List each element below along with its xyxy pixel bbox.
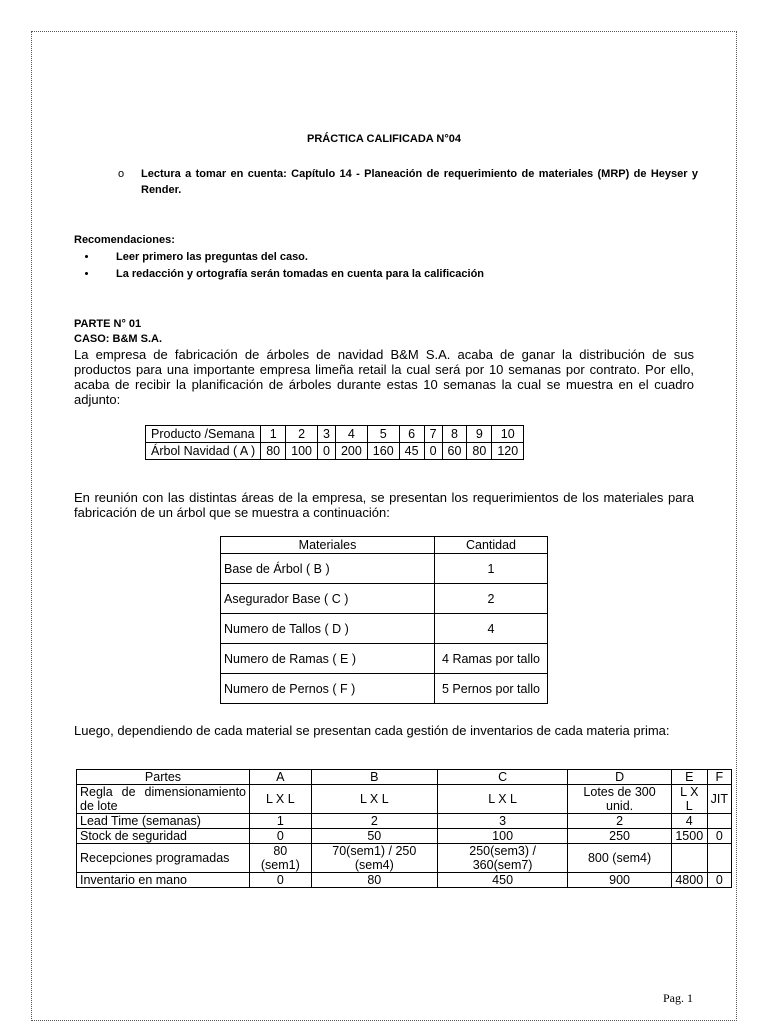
- table-cell: 5 Pernos por tallo: [435, 674, 548, 704]
- table-cell: 4800: [671, 873, 707, 888]
- table-cell: 250: [568, 829, 672, 844]
- table-header-cell: A: [250, 770, 312, 785]
- table-cell: 2: [286, 426, 318, 443]
- table-cell: Árbol Navidad ( A ): [146, 443, 261, 460]
- table-cell: Recepciones programadas: [77, 844, 250, 873]
- page-title: PRÁCTICA CALIFICADA N°04: [307, 133, 461, 145]
- table-cell: 60: [442, 443, 467, 460]
- table-cell: L X L: [438, 785, 568, 814]
- circle-bullet-icon: o: [118, 168, 125, 180]
- table-cell: 4 Ramas por tallo: [435, 644, 548, 674]
- table-cell: [671, 844, 707, 873]
- table-cell: 50: [311, 829, 437, 844]
- table-cell: L X L: [250, 785, 312, 814]
- table-row: [77, 844, 732, 873]
- table-cell: Numero de Pernos ( F ): [221, 674, 435, 704]
- recommendations: [74, 232, 694, 283]
- table-cell: Stock de seguridad: [77, 829, 250, 844]
- table-header-cell: F: [707, 770, 731, 785]
- table-cell: Inventario en mano: [77, 873, 250, 888]
- table-cell: Asegurador Base ( C ): [221, 584, 435, 614]
- table-row: [221, 554, 548, 584]
- table-cell: Base de Árbol ( B ): [221, 554, 435, 584]
- recommendations-list: [74, 249, 694, 283]
- table-cell: 7: [424, 426, 442, 443]
- table-cell: Numero de Ramas ( E ): [221, 644, 435, 674]
- table-row: [221, 644, 548, 674]
- table-header-cell: Partes: [77, 770, 250, 785]
- table-cell: 1500: [671, 829, 707, 844]
- table-cell: 1: [261, 426, 286, 443]
- table-cell: 45: [399, 443, 424, 460]
- inventory-table: [76, 769, 732, 888]
- table-cell: 2: [435, 584, 548, 614]
- table-row: [77, 785, 732, 814]
- table-cell: 450: [438, 873, 568, 888]
- table-cell: 100: [438, 829, 568, 844]
- table-cell: 900: [568, 873, 672, 888]
- table-cell: 80: [261, 443, 286, 460]
- case-label: CASO: B&M S.A.: [74, 333, 162, 345]
- reading-text: Lectura a tomar en cuenta: Capítulo 14 - Planeación de requerimiento de materiales (MRP) de Heyser y Render.: [141, 168, 698, 196]
- table-cell: 10: [492, 426, 524, 443]
- table-cell: 0: [250, 873, 312, 888]
- table-cell: 4: [435, 614, 548, 644]
- table-cell: 80: [311, 873, 437, 888]
- table-cell: 3: [317, 426, 335, 443]
- table-row: [146, 443, 524, 460]
- table-cell: Regla de dimensionamiento de lote: [77, 785, 250, 814]
- table-cell: 100: [286, 443, 318, 460]
- table-cell: 70(sem1) / 250 (sem4): [311, 844, 437, 873]
- part-label: PARTE N° 01: [74, 318, 142, 330]
- table-cell: 9: [467, 426, 492, 443]
- table-cell: 200: [335, 443, 367, 460]
- table-row: [221, 674, 548, 704]
- table-header-cell: Cantidad: [435, 537, 548, 554]
- demand-table: [145, 425, 524, 460]
- table-header-cell: D: [568, 770, 672, 785]
- part-heading: [74, 317, 162, 347]
- paragraph-materials: En reunión con las distintas áreas de la empresa, se presentan los requerimientos de los materiales para fabricación de un árbol que se muestra a continuación:: [74, 490, 694, 520]
- table-row: [77, 814, 732, 829]
- table-cell: 800 (sem4): [568, 844, 672, 873]
- page-number: Pag. 1: [663, 991, 693, 1005]
- table-cell: 1: [435, 554, 548, 584]
- table-cell: Numero de Tallos ( D ): [221, 614, 435, 644]
- table-header-cell: Materiales: [221, 537, 435, 554]
- table-header-cell: B: [311, 770, 437, 785]
- table-cell: Producto /Semana: [146, 426, 261, 443]
- table-cell: L X L: [311, 785, 437, 814]
- table-cell: 0: [424, 443, 442, 460]
- reading-note: [118, 166, 698, 198]
- table-cell: 0: [707, 829, 731, 844]
- table-cell: 120: [492, 443, 524, 460]
- table-row: [77, 829, 732, 844]
- table-header-cell: E: [671, 770, 707, 785]
- table-cell: 6: [399, 426, 424, 443]
- table-cell: Lotes de 300 unid.: [568, 785, 672, 814]
- table-row: [221, 614, 548, 644]
- paragraph-inventory: Luego, dependiendo de cada material se presentan cada gestión de inventarios de cada materia prima:: [74, 723, 670, 738]
- table-cell: JIT: [707, 785, 731, 814]
- table-cell: 3: [438, 814, 568, 829]
- table-cell: 2: [311, 814, 437, 829]
- table-header-cell: C: [438, 770, 568, 785]
- table-cell: L X L: [671, 785, 707, 814]
- table-cell: 80 (sem1): [250, 844, 312, 873]
- table-row: [77, 873, 732, 888]
- paragraph-intro: La empresa de fabricación de árboles de navidad B&M S.A. acaba de ganar la distribución de sus productos para una importante empresa limeña retail la cual será por 10 semanas por contrato. Por ello, acaba de recibir la planificación de árboles durante estas 10 semanas la cual se muestra en el cuadro adjunto:: [74, 347, 694, 407]
- recommendation-item: • La redacción y ortografía serán tomadas en cuenta para la calificación: [98, 266, 694, 283]
- table-row: [221, 584, 548, 614]
- table-cell: 2: [568, 814, 672, 829]
- table-cell: 160: [367, 443, 399, 460]
- table-cell: 80: [467, 443, 492, 460]
- table-cell: 4: [671, 814, 707, 829]
- table-cell: 4: [335, 426, 367, 443]
- table-cell: [707, 844, 731, 873]
- table-row: [77, 770, 732, 785]
- table-cell: 0: [707, 873, 731, 888]
- table-cell: 5: [367, 426, 399, 443]
- table-cell: 0: [250, 829, 312, 844]
- table-cell: 8: [442, 426, 467, 443]
- table-cell: 0: [317, 443, 335, 460]
- recommendation-item: • Leer primero las preguntas del caso.: [98, 249, 694, 266]
- table-cell: [707, 814, 731, 829]
- recommendations-heading: Recomendaciones:: [74, 234, 175, 246]
- table-cell: Lead Time (semanas): [77, 814, 250, 829]
- table-row: [221, 537, 548, 554]
- materials-table: [220, 536, 548, 704]
- table-row: [146, 426, 524, 443]
- table-cell: 1: [250, 814, 312, 829]
- table-cell: 250(sem3) / 360(sem7): [438, 844, 568, 873]
